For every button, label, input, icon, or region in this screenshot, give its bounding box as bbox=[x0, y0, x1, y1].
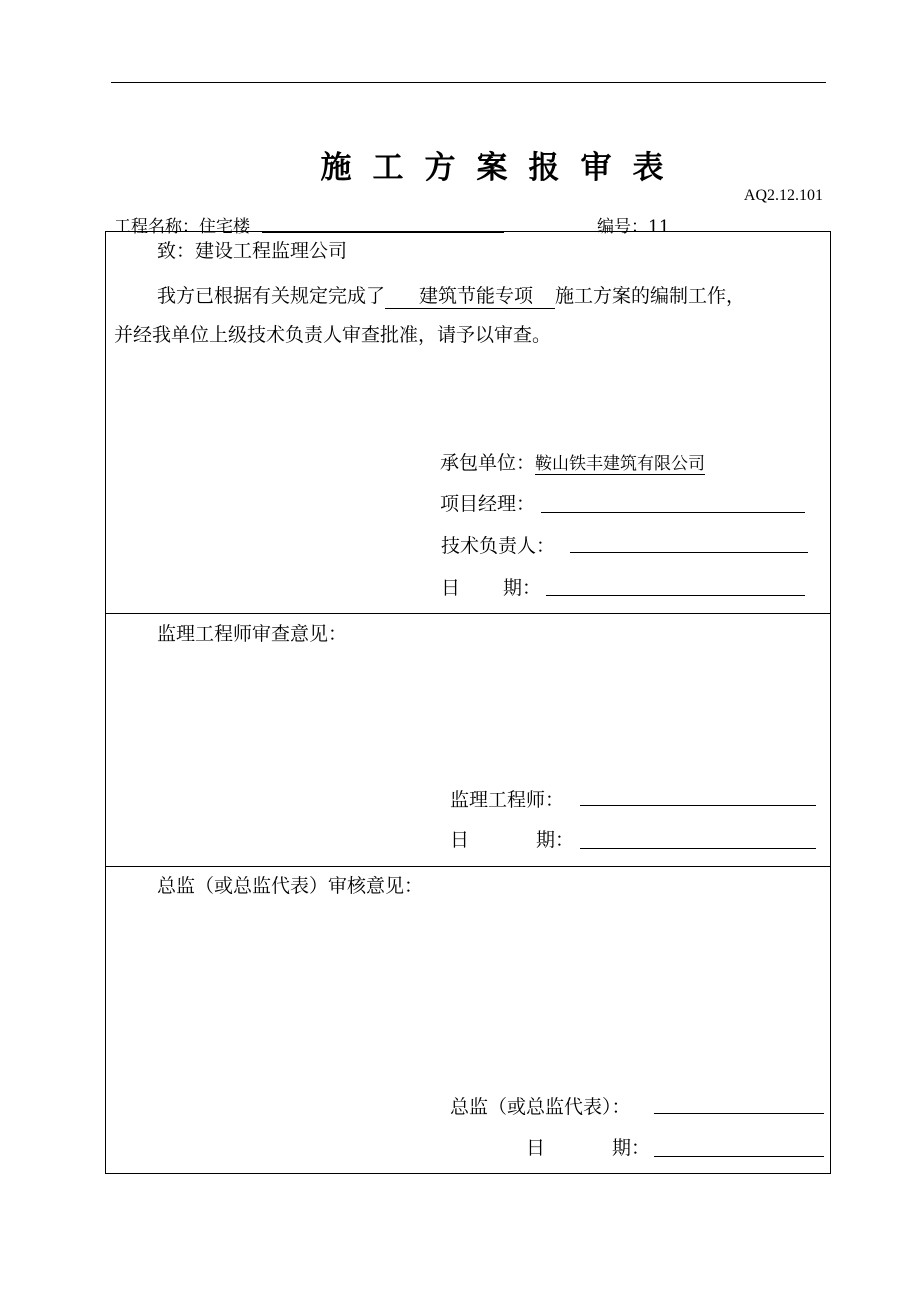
tech-lead-label: 技术负责人： bbox=[441, 535, 556, 557]
engineer-label: 监理工程师： bbox=[450, 789, 565, 811]
addressee-label: 致： bbox=[157, 240, 196, 262]
date-label-3a: 日 bbox=[526, 1137, 546, 1159]
form-number-label: 编号： bbox=[597, 217, 648, 237]
date-field-3 bbox=[654, 1156, 824, 1157]
date-label-1b: 期： bbox=[503, 577, 542, 599]
addressee bbox=[157, 236, 347, 263]
project-name-label: 工程名称： bbox=[114, 217, 199, 237]
chief-field bbox=[654, 1113, 824, 1114]
chief-label: 总监（或总监代表）： bbox=[450, 1096, 631, 1118]
submission-body-line-1 bbox=[157, 281, 745, 309]
form-number-value: 11 bbox=[648, 217, 670, 237]
form-code: AQ2.12.101 bbox=[743, 187, 823, 204]
engineer-review-heading: 监理工程师审查意见： bbox=[157, 623, 348, 645]
chief-review-heading: 总监（或总监代表）审核意见： bbox=[157, 875, 424, 897]
top-rule bbox=[111, 82, 826, 83]
date-label-2a: 日 bbox=[450, 829, 470, 851]
body-prefix: 我方已根据有关规定完成了 bbox=[157, 285, 386, 307]
project-manager-field bbox=[541, 512, 805, 513]
contractor-row bbox=[440, 448, 705, 475]
date-label-3b: 期： bbox=[612, 1137, 651, 1159]
contractor-value: 鞍山铁丰建筑有限公司 bbox=[535, 449, 705, 475]
date-label-2b: 期： bbox=[536, 829, 575, 851]
submission-body-line-2: 并经我单位上级技术负责人审查批准，请予以审查。 bbox=[114, 324, 552, 346]
project-name-value: 住宅楼 bbox=[199, 217, 250, 237]
date-field-2 bbox=[580, 848, 816, 849]
engineer-field bbox=[580, 805, 816, 806]
scheme-name: 建筑节能专项 bbox=[385, 281, 555, 309]
addressee-value: 建设工程监理公司 bbox=[195, 240, 348, 262]
page-title: 施工方案报审表 bbox=[320, 150, 685, 186]
chief-review-section bbox=[105, 866, 831, 1174]
tech-lead-field bbox=[570, 552, 808, 553]
date-field-1 bbox=[546, 595, 805, 596]
contractor-label: 承包单位： bbox=[440, 452, 536, 474]
project-manager-label: 项目经理： bbox=[440, 493, 536, 515]
body-suffix: 施工方案的编制工作， bbox=[555, 285, 746, 307]
date-label-1a: 日 bbox=[441, 577, 461, 599]
